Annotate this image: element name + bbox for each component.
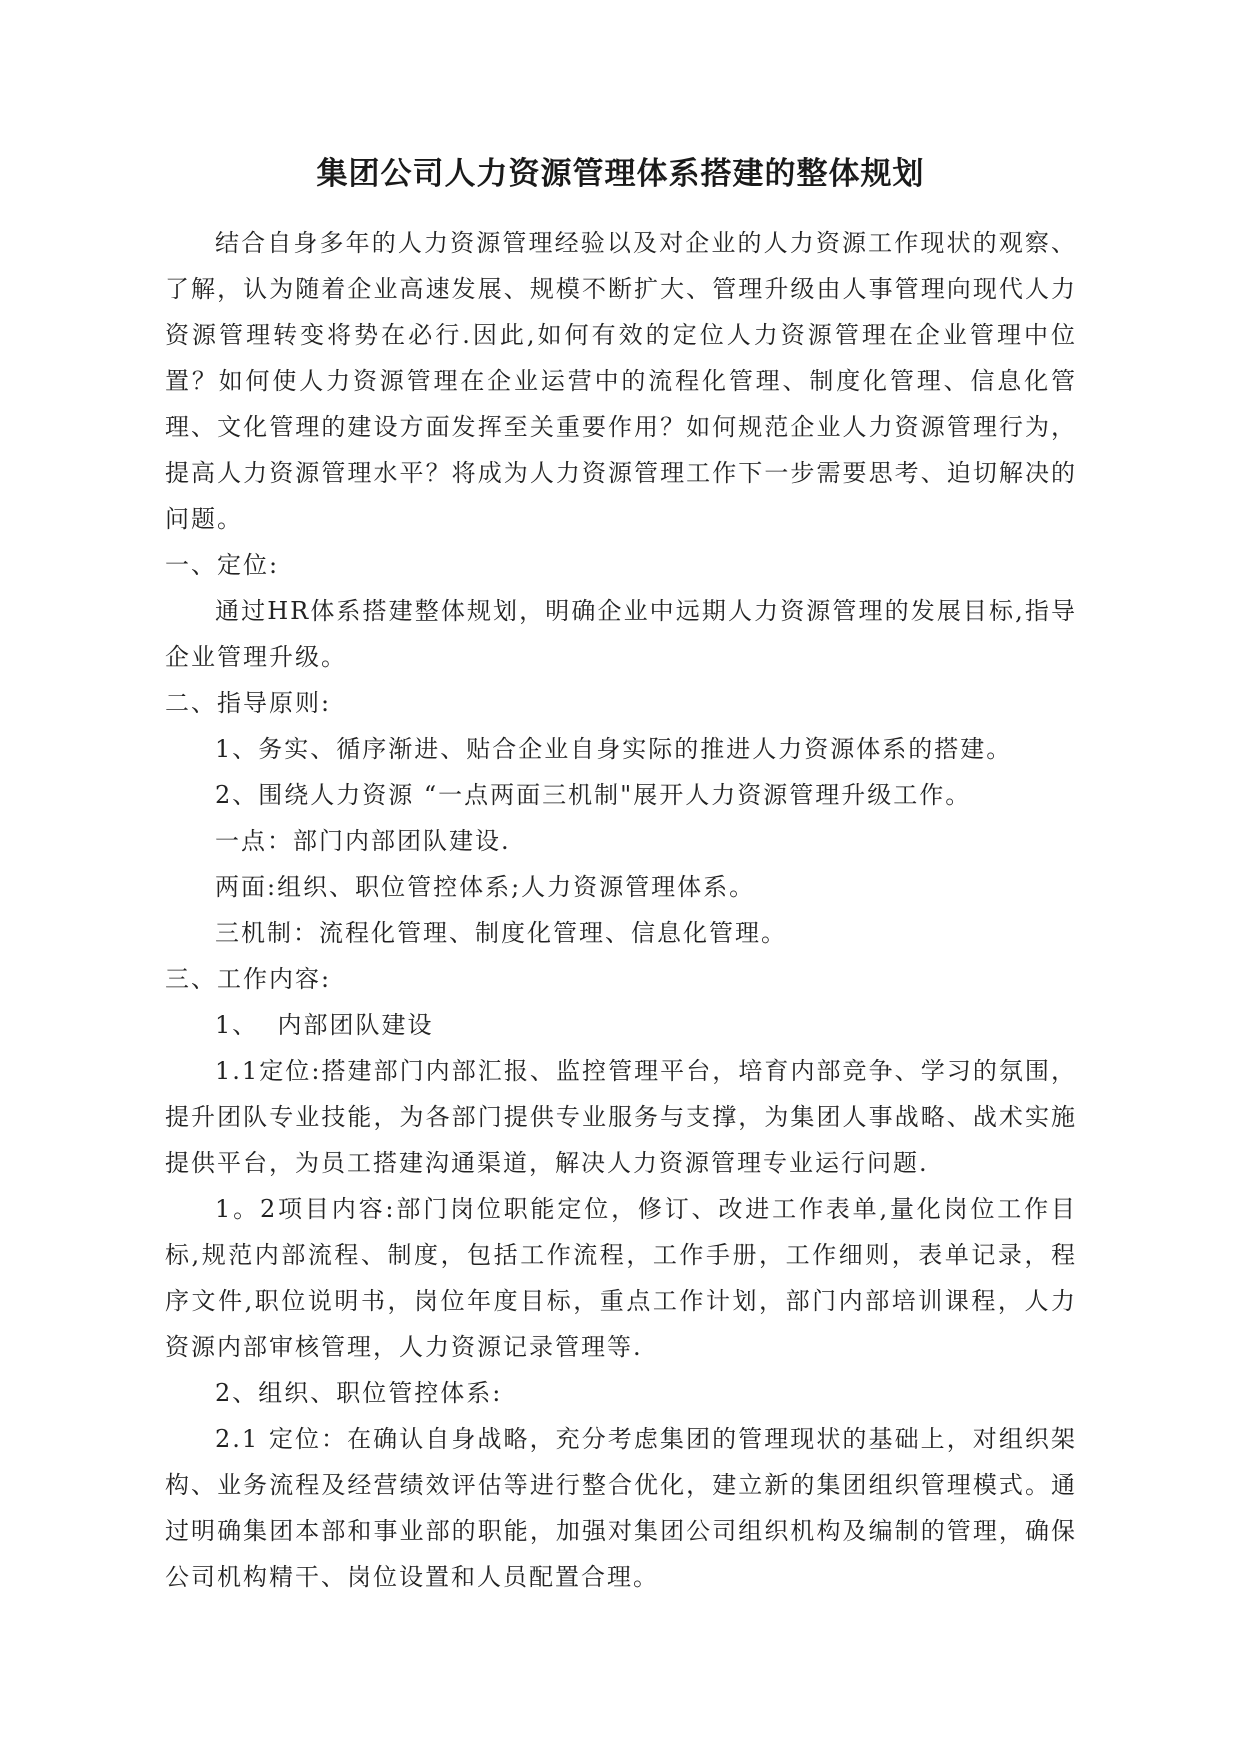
work-item-1-2-paragraph: 1。2项目内容:部门岗位职能定位，修订、改进工作表单,量化岗位工作目标,规范内部流程、制度，包括工作流程，工作手册，工作细则，表单记录，程序文件,职位说明书，岗位年度目标，重点工作计划，部门内部培训课程，人力资源内部审核管理，人力资源记录管理等. — [165, 1195, 1077, 1361]
work-item-1-heading: 1、 内部团队建设 — [215, 1011, 434, 1039]
work-item-2-1-paragraph: 2.1 定位：在确认自身战略，充分考虑集团的管理现状的基础上，对组织架构、业务流程及经营绩效评估等进行整合优化，建立新的集团组织管理模式。通过明确集团本部和事业部的职能，加强对集团公司组织机构及编制的管理，确保公司机构精干、岗位设置和人员配置合理。 — [165, 1425, 1077, 1591]
work-item-2-heading: 2、组织、职位管控体系: — [215, 1379, 503, 1407]
principle-item-1: 1、务实、循序渐进、贴合企业自身实际的推进人力资源体系的搭建。 — [215, 735, 1013, 763]
document-body — [165, 220, 1077, 1600]
intro-paragraph: 结合自身多年的人力资源管理经验以及对企业的人力资源工作现状的观察、了解，认为随着企业高速发展、规模不断扩大、管理升级由人事管理向现代人力资源管理转变将势在必行.因此,如何有效的定位人力资源管理在企业管理中位置？如何使人力资源管理在企业运营中的流程化管理、制度化管理、信息化管理、文化管理的建设方面发挥至关重要作用？如何规范企业人力资源管理行为，提高人力资源管理水平？将成为人力资源管理工作下一步需要思考、迫切解决的问题。 — [165, 229, 1077, 533]
work-item-1-1-paragraph: 1.1定位:搭建部门内部汇报、监控管理平台，培育内部竞争、学习的氛围，提升团队专业技能，为各部门提供专业服务与支撑，为集团人事战略、战术实施提供平台，为员工搭建沟通渠道，解决人力资源管理专业运行问题. — [165, 1057, 1077, 1177]
section-heading-positioning: 一、定位: — [165, 551, 280, 579]
principle-point-one: 一点：部门内部团队建设. — [215, 827, 511, 855]
positioning-paragraph: 通过HR体系搭建整体规划，明确企业中远期人力资源管理的发展目标,指导企业管理升级。 — [165, 597, 1077, 671]
document-title: 集团公司人力资源管理体系搭建的整体规划 — [316, 156, 925, 192]
principle-item-2: 2、围绕人力资源 “一点两面三机制"展开人力资源管理升级工作。 — [215, 781, 972, 809]
section-heading-principles: 二、指导原则: — [165, 689, 332, 717]
principle-two-sides: 两面:组织、职位管控体系;人力资源管理体系。 — [215, 873, 756, 901]
section-heading-work-content: 三、工作内容: — [165, 965, 332, 993]
principle-three-mechanisms: 三机制：流程化管理、制度化管理、信息化管理。 — [215, 919, 787, 947]
